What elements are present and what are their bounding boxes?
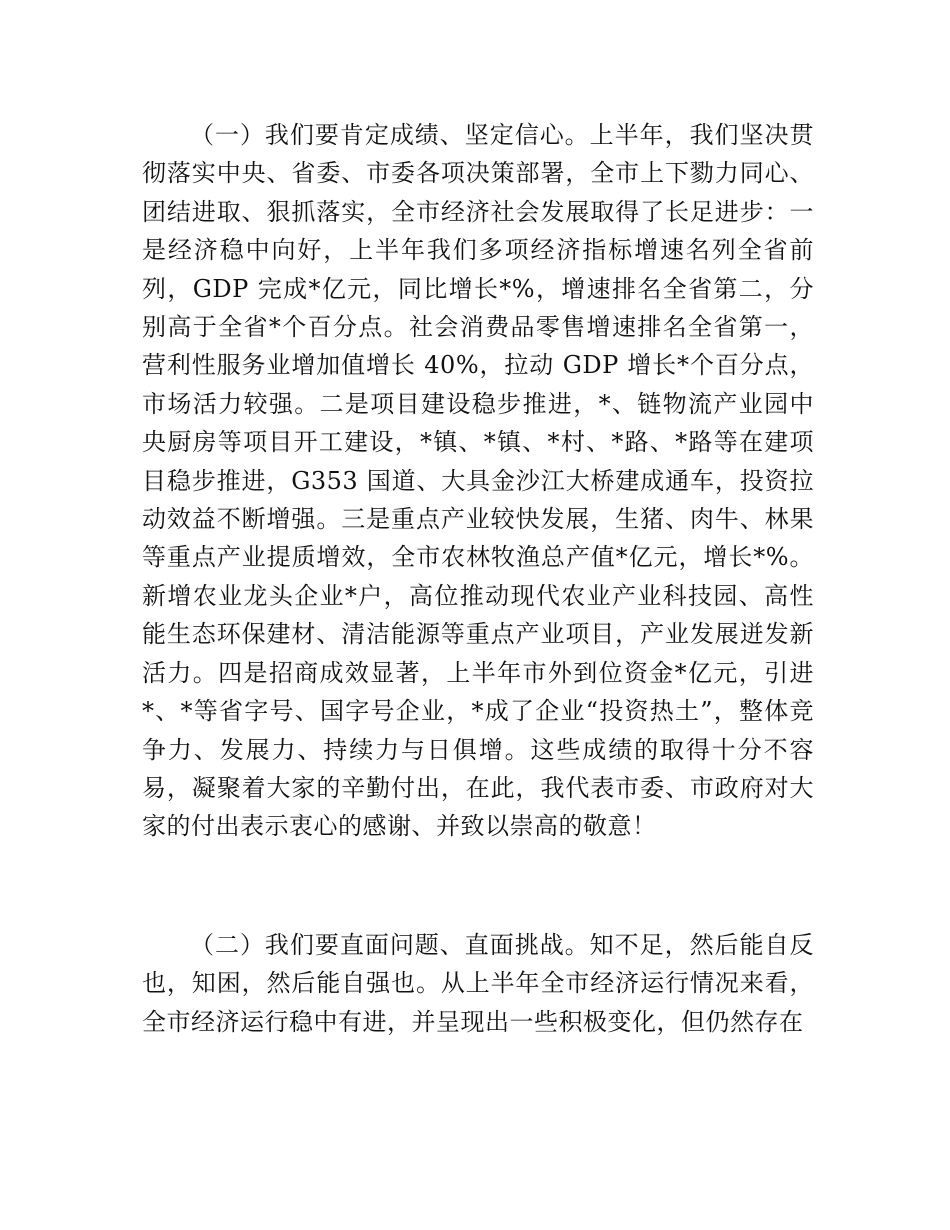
paragraph-achievements: （一）我们要肯定成绩、坚定信心。上半年，我们坚决贯彻落实中央、省委、市委各项决策部署，全市上下勠力同心、团结进取、狠抓落实，全市经济社会发展取得了长足进步：一是经济稳中向好，上半年我们多项经济指标增速名列全省前列，GDP 完成*亿元，同比增长*%，增速排名全省第二，分别高于全省*个百分点。社会消费品零售增速排名全省第一，营利性服务业增加值增长 40%，拉动 GDP 增长*个百分点，市场活力较强。二是项目建设稳步推进，*、链物流产业园中央厨房等项目开工建设，*镇、*镇、*村、*路、*路等在建项目稳步推进，G353 国道、大具金沙江大桥建成通车，投资拉动效益不断增强。三是重点产业较快发展，生猪、肉牛、林果等重点产业提质增效，全市农林牧渔总产值*亿元，增长*%。新增农业龙头企业*户，高位推动现代农业产业科技园、高性能生态环保建材、清洁能源等重点产业项目，产业发展迸发新活力。四是招商成效显著，上半年市外到位资金*亿元，引进*、*等省字号、国字号企业，*成了企业“投资热土”，整体竞争力、发展力、持续力与日俱增。这些成绩的取得十分不容易，凝聚着大家的辛勤付出，在此，我代表市委、市政府对大家的付出表示衷心的感谢、并致以崇高的敬意！ <box>142 121 814 841</box>
paragraph-challenges: （二）我们要直面问题、直面挑战。知不足，然后能自反也，知困，然后能自强也。从上半年全市经济运行情况来看，全市经济运行稳中有进，并呈现出一些积极变化，但仍然存在 <box>142 931 814 1036</box>
